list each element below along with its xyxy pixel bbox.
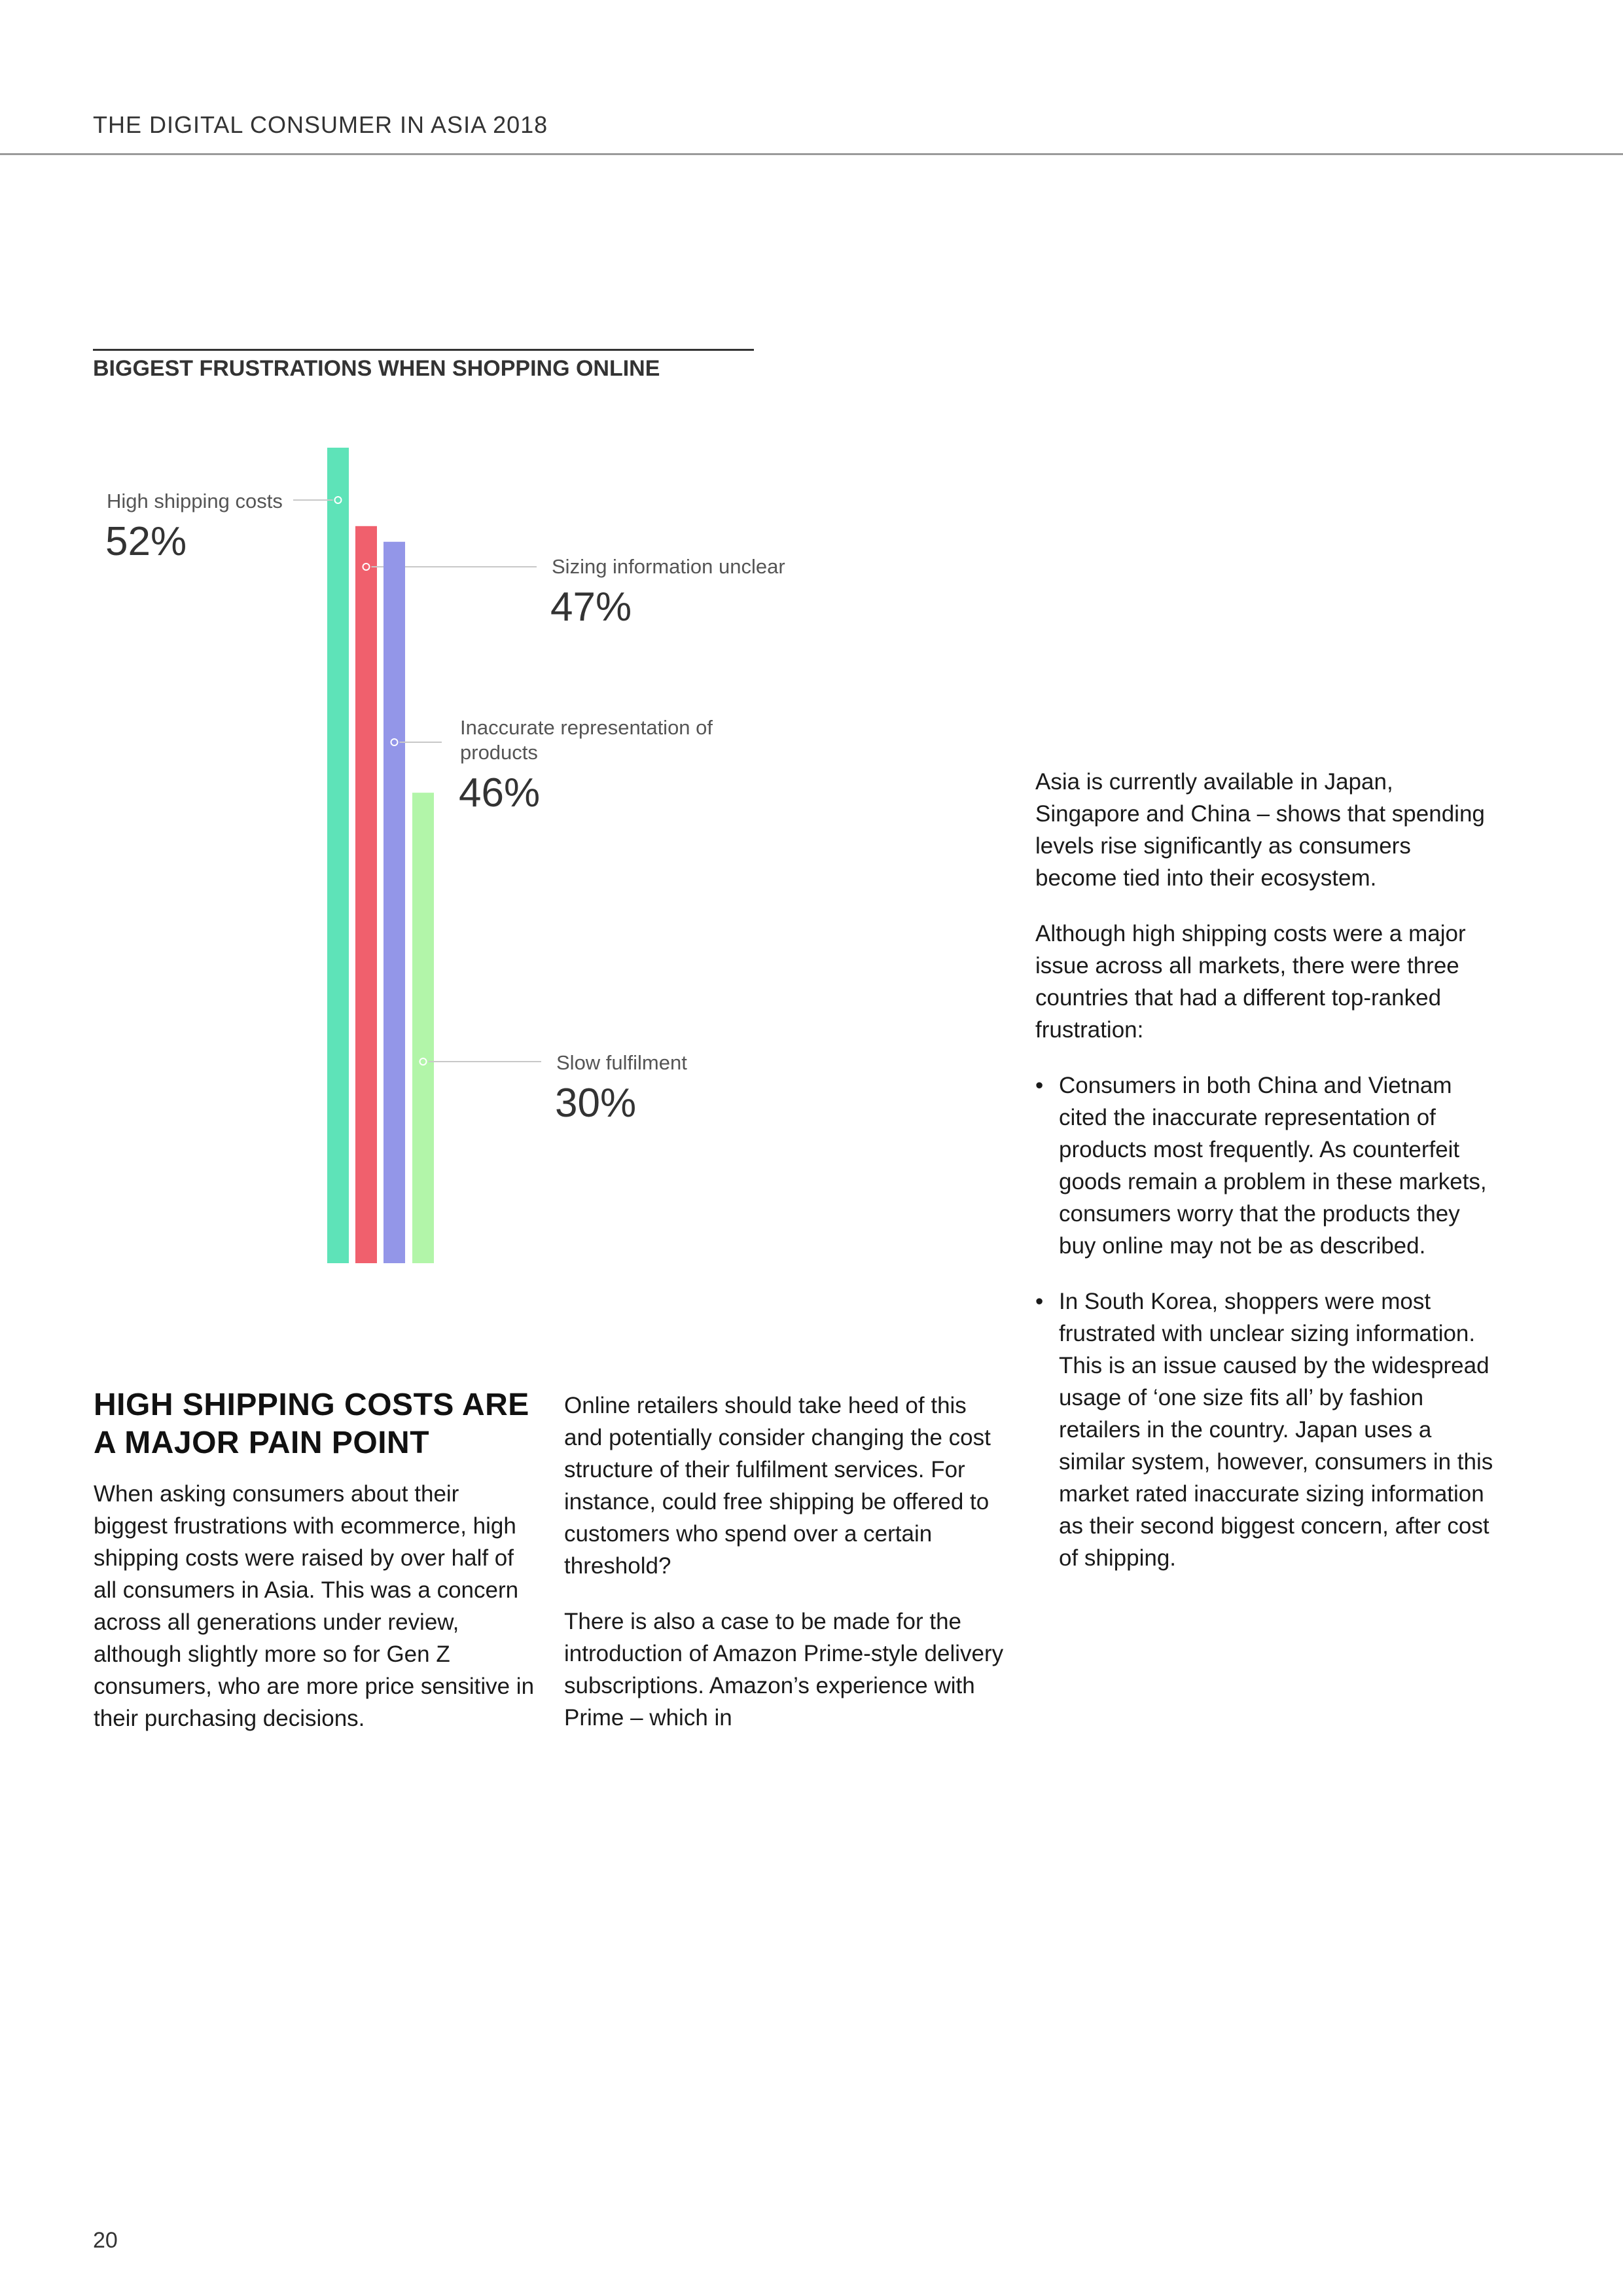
bar-value-label: 46% (459, 770, 541, 816)
bar-value-label: 52% (105, 519, 187, 564)
column-right (1035, 766, 1493, 1598)
bar-4 (412, 793, 434, 1263)
page-number: 20 (93, 2228, 118, 2253)
bar-value-label: 47% (550, 584, 632, 630)
column-middle (564, 1390, 1009, 1757)
paragraph: When asking consumers about their biggest frustrations with ecommerce, high shipping costs were raised by over half of all consumers in Asia. This was a concern across all generations under review, although slightly more so for Gen Z consumers, who are more price sensitive in their purchasing decisions. (94, 1481, 535, 1731)
column-left (94, 1386, 539, 1758)
bar-category-label: Sizing information unclear (552, 555, 785, 578)
bar-category-label: High shipping costs (107, 490, 283, 512)
bar-category-label: Inaccurate representation of products (460, 716, 713, 764)
bar-value-label: 30% (555, 1081, 637, 1126)
bullet-list (1035, 1069, 1493, 1574)
chart-title: BIGGEST FRUSTRATIONS WHEN SHOPPING ONLINE (93, 356, 660, 381)
bar-category-label: Slow fulfilment (556, 1051, 687, 1074)
bar-3 (383, 542, 405, 1263)
paragraph: Asia is currently available in Japan, Singapore and China – shows that spending levels rise significantly as consumers become tied into their ecosystem. (1035, 769, 1485, 891)
section-heading: HIGH SHIPPING COSTS ARE A MAJOR PAIN POINT (94, 1388, 529, 1460)
bar-2 (355, 526, 377, 1263)
paragraph: Although high shipping costs were a major issue across all markets, there were three countries that had a different top-ranked frustration: (1035, 921, 1466, 1043)
running-header: THE DIGITAL CONSUMER IN ASIA 2018 (93, 111, 548, 138)
bullet-item: • In South Korea, shoppers were most frustrated with unclear sizing information. This is an issue caused by the widespread usage of ‘one size fits all’ by fashion retailers in the country. Japan uses a similar system, however, consumers in this market rated inaccurate sizing information as their second biggest concern, after cost of shipping. (1035, 1285, 1493, 1574)
paragraph: Online retailers should take heed of this and potentially consider changing the cost structure of their fulfilment services. For instance, could free shipping be offered to customers who spend over a certain threshold? (564, 1393, 991, 1579)
bar-1 (327, 448, 349, 1263)
bullet-item: • Consumers in both China and Vietnam cited the inaccurate representation of products most frequently. As counterfeit goods remain a problem in these markets, consumers worry that the products they buy online may not be as described. (1035, 1069, 1493, 1262)
paragraph: There is also a case to be made for the introduction of Amazon Prime-style delivery subscriptions. Amazon’s experience with Prime – which in (564, 1609, 1004, 1731)
